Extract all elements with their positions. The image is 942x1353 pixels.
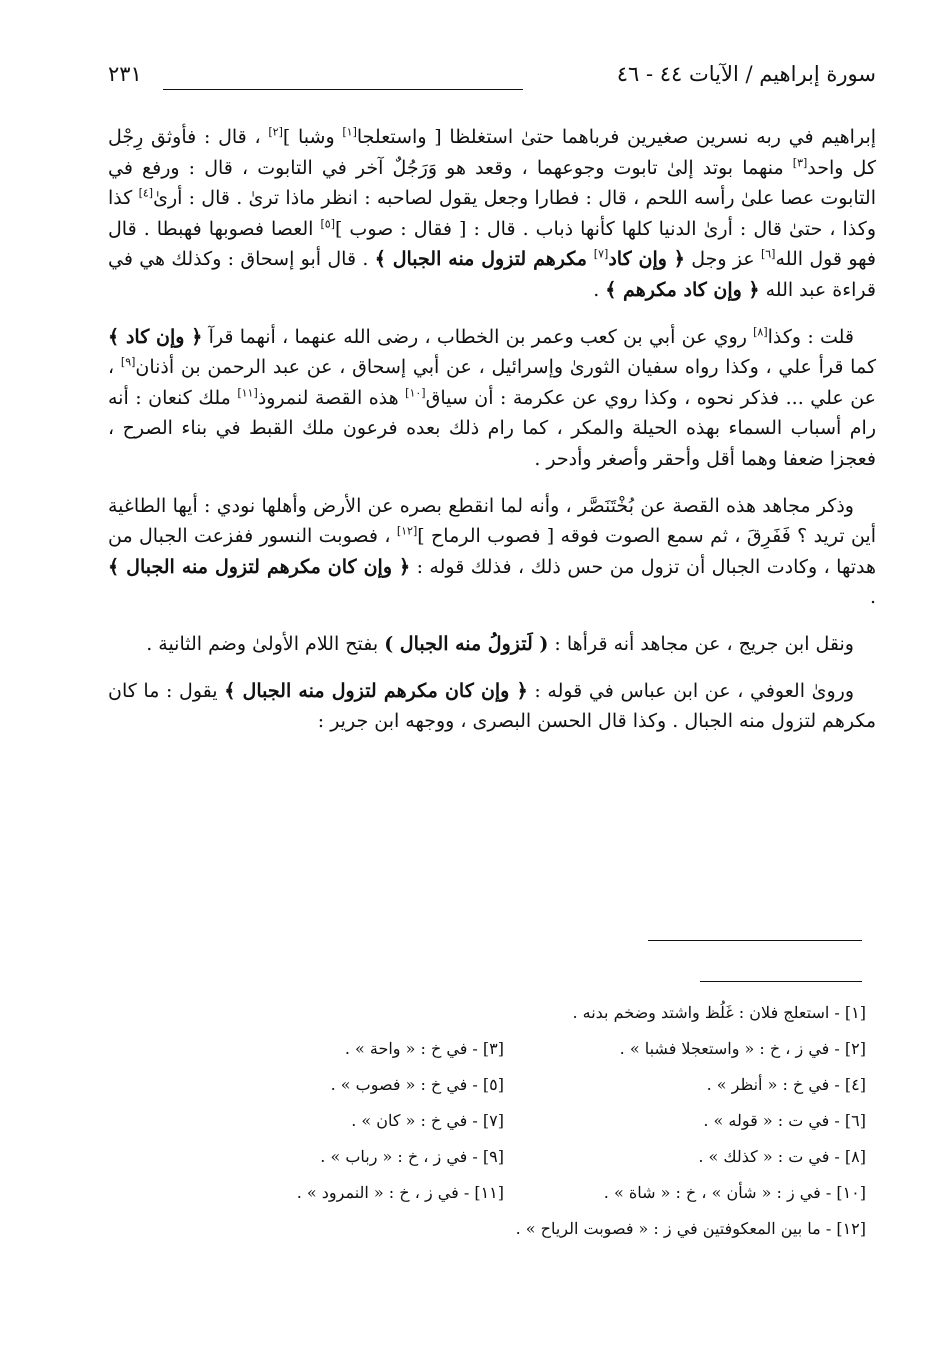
text-run: كما قرأ علي ، وكذا رواه سفيان الثورىٰ وإسرائيل ، عن أبي إسحاق ، عن عبد الرحمن بن أذنان [135,356,876,379]
footnote-separator [700,981,862,982]
paragraph [108,491,876,613]
text-run: إبراهيم في ربه نسرين صغيرين فرباهما حتىٰ استغلظا [ واستعلجا [356,126,877,148]
text-run: وشبا ] [282,126,343,148]
footnote-ref: [٣] [792,156,808,170]
text-run: روي عن أبي بن كعب وعمر بن الخطاب ، رضى الله عنهما ، أنهما قرآ [202,325,754,348]
footnote: [٢] - في ز ، خ : « واستعجلا فشبا » . [619,1038,866,1058]
text-run: عز وجل [684,248,761,271]
footnote: [٨] - في ت : « كذلك » . [698,1146,866,1166]
page-header [108,62,876,96]
footnote: [٥] - في خ : « فصوب » . [330,1074,504,1094]
footnote-row [170,994,866,1030]
paragraph [108,122,876,306]
text-run: العصا فصوبها فهبطا . قال فهو قول الله [108,217,876,271]
footnote-row [170,1138,866,1174]
footnote-row [170,1066,866,1102]
footnote: [٧] - في خ : « كان » . [351,1110,504,1130]
footnote: [١١] - في ز ، خ : « النمرود » . [296,1182,504,1202]
header-rule [163,89,523,90]
footnote: [٩] - في ز ، خ : « رباب » . [320,1146,504,1166]
footnote: [١٠] - في ز : « شأن » ، خ : « شاة » . [603,1182,866,1202]
main-text [108,122,876,753]
quran-quote: ﴿ وإن كان مكرهم لتزول منه الجبال ﴾ [108,555,411,578]
text-run: ، عن علي ... فذكر نحوه ، وكذا روي عن عكرمة : أن سياق [108,356,876,409]
text-run: . قال أبو إسحاق : وكذلك هي في قراءة عبد الله [108,248,876,301]
text-run: هذه القصة لنمروذ [257,386,406,409]
text-run: . [869,586,876,609]
quran-quote: ﴿ وإن كاد مكرهم ﴾ [605,278,760,301]
footnote-ref: [١٠] [405,386,426,400]
text-separator [648,940,862,941]
text-run: ، فصوبت النسور ففزعت الجبال من هدتها ، وكادت الجبال أن تزول من حس ذلك ، فذلك قوله : [108,525,876,578]
text-run: منهما بوتد إلىٰ تابوت وجوعهما ، وقعد هو وَرَجُلٌ آخر في التابوت ، قال : ورفع في التابوت عصا علىٰ رأسه اللحم ، قال : فطارا وجعل يقول لصاحبه : انظر ماذا ترىٰ . قال : أرىٰ [108,156,876,210]
running-title: سورة إبراهيم / الآيات ٤٤ - ٤٦ [616,62,876,86]
footnote: [١] - استعلج فلان : غَلُظ واشتد وضخم بدنه . [572,1002,866,1022]
paragraph [108,629,876,660]
footnote-ref: [١١] [237,386,258,400]
footnote-row [170,1102,866,1138]
footnote-ref: [٤] [138,186,154,200]
footnote: [٣] - في خ : « واحة » . [344,1038,504,1058]
footnote-ref: [٨] [753,325,768,339]
footnote-ref: [١] [342,125,357,139]
quran-quote: ﴿ وإن كاد ﴾ [108,325,203,348]
quran-quote: مكرهم لتزول منه الجبال ﴾ [374,248,594,271]
footnote-ref: [٩] [120,355,136,369]
text-run: بفتح اللام الأولىٰ وضم الثانية . [146,632,385,655]
text-run: . [593,278,606,301]
text-run: ونقل ابن جريج ، عن مجاهد أنه قرأها : [548,632,854,655]
paragraph [108,322,876,475]
quran-quote: ( لَتزولُ منه الجبال ) [384,632,549,655]
footnote-ref: [٦] [760,248,776,262]
text-run: ملك كنعان : أنه رام أسباب السماء بهذه الحيلة والمكر ، كما رام ذلك بعده فرعون ملك القبط في بناء الصرح ، فعجزا ضعفا وهما أقل وأحقر وأصغر وأدحر . [108,386,876,470]
footnotes [170,994,866,1246]
footnote-row [170,1210,866,1246]
quran-quote: ﴿ وإن كاد [608,248,685,271]
text-run: ، قال : فأوثق رِجْل كل واحد [108,126,876,179]
footnote: [١٢] - ما بين المعكوفتين في ز : « فصوبت الرياح » . [515,1218,866,1238]
footnote-ref: [٢] [268,125,283,139]
text-run: كذا وكذا ، حتىٰ قال : أرىٰ الدنيا كلها كأنها ذباب . قال : [ فقال : صوب ] [108,187,876,240]
footnote: [٤] - في خ : « أنظر » . [706,1074,866,1094]
text-run: يقول : ما كان مكرهم لتزول منه الجبال . وكذا قال الحسن البصرى ، ووجهه ابن جرير : [108,679,876,733]
text-run: قلت : وكذا [767,325,855,348]
footnote: [٦] - في ت : « قوله » . [703,1110,866,1130]
page-number: ٢٣١ [108,62,142,86]
footnote-ref: [٧] [593,248,609,262]
footnote-row [170,1030,866,1066]
text-run: وروىٰ العوفي ، عن ابن عباس في قوله : [527,679,855,702]
quran-quote: ﴿ وإن كان مكرهم لتزول منه الجبال ﴾ [224,679,528,702]
footnote-ref: [١٢] [396,524,418,538]
paragraph [108,676,876,737]
text-run: وذكر مجاهد هذه القصة عن بُخْتَنَصَّر ، وأنه لما انقطع بصره عن الأرض وأهلها نودي : أيها الطاغية أين تريد ؟ فَفَرِقَ ، ثم سمع الصوت فوقه [ فصوب الرماح ] [108,494,876,548]
footnote-ref: [٥] [320,217,335,231]
footnote-row [170,1174,866,1210]
